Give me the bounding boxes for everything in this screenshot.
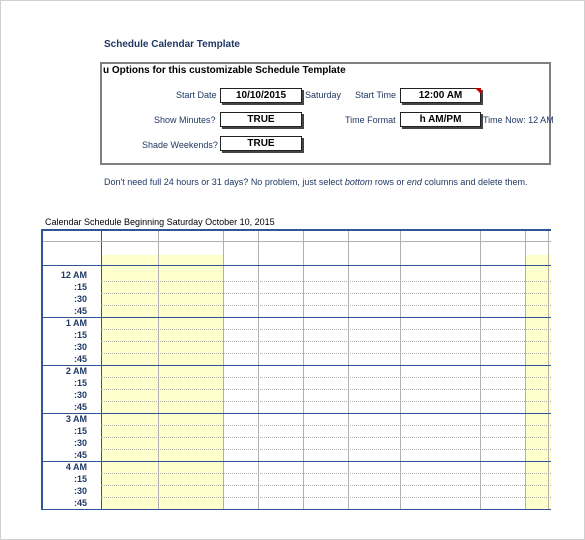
grid-column-line	[480, 231, 481, 509]
note-bottom-word: bottom	[344, 177, 373, 187]
start-day-text: Saturday	[305, 90, 342, 100]
time-slot-row-line	[101, 341, 551, 342]
time-slot-row-line	[101, 497, 551, 498]
calendar-grid	[41, 229, 551, 510]
time-slot-row-line	[101, 281, 551, 282]
time-slot-label: :15	[73, 378, 87, 388]
start-time-label: Start Time	[355, 90, 397, 100]
time-slot-label: 1 AM	[65, 318, 87, 328]
time-slot-row-line	[101, 437, 551, 438]
time-now-text: Time Now: 12 AM	[483, 115, 554, 125]
time-slot-label: 3 AM	[65, 414, 87, 424]
note-text-3: columns and delete them.	[421, 177, 528, 187]
grid-column-line	[258, 231, 259, 509]
time-slot-row-line	[101, 305, 551, 306]
show-minutes-field[interactable]: TRUE	[220, 112, 302, 127]
time-slot-row-line	[101, 485, 551, 486]
time-slot-label: :45	[73, 354, 87, 364]
time-slot-label: :45	[73, 498, 87, 508]
time-slot-row-line	[101, 389, 551, 390]
note-text-1: Don't need full 24 hours or 31 days? No problem, just select	[104, 177, 345, 187]
time-slot-label: :45	[73, 450, 87, 460]
header-divider	[43, 241, 551, 242]
time-slot-row-line	[43, 509, 551, 510]
instruction-note	[104, 177, 527, 187]
time-slot-label: 4 AM	[65, 462, 87, 472]
shade-weekends-field[interactable]: TRUE	[220, 136, 302, 151]
time-slot-row-line	[101, 353, 551, 354]
start-time-value: 12:00 AM	[418, 90, 463, 101]
time-format-field[interactable]: h AM/PM	[400, 112, 481, 127]
time-slot-label: :30	[73, 390, 87, 400]
time-slot-row-line	[101, 401, 551, 402]
time-slot-label: :15	[73, 282, 87, 292]
note-text-2: rows or	[372, 177, 407, 187]
time-slot-label: :45	[73, 402, 87, 412]
time-slot-row-line	[101, 473, 551, 474]
grid-column-line	[223, 231, 224, 509]
time-slot-row-line	[101, 449, 551, 450]
grid-column-line	[525, 231, 526, 509]
comment-marker-icon	[475, 88, 481, 94]
time-slot-label: :15	[73, 330, 87, 340]
time-slot-row-line	[43, 317, 551, 318]
start-date-label: Start Date	[176, 90, 217, 100]
show-minutes-label: Show Minutes?	[154, 115, 216, 125]
time-slot-label: 2 AM	[65, 366, 87, 376]
time-slot-label: :30	[73, 486, 87, 496]
start-date-field[interactable]: 10/10/2015	[220, 88, 302, 103]
note-end-word: end	[406, 177, 422, 187]
time-slot-row-line	[43, 365, 551, 366]
shade-weekends-label: Shade Weekends?	[142, 140, 218, 150]
grid-column-line	[303, 231, 304, 509]
time-slot-row-line	[101, 293, 551, 294]
grid-column-line	[158, 231, 159, 509]
grid-column-line	[101, 231, 102, 509]
time-slot-label: :30	[73, 342, 87, 352]
time-slot-label: :15	[73, 474, 87, 484]
grid-column-line	[348, 231, 349, 509]
time-format-label: Time Format	[345, 115, 396, 125]
header-bottom-border	[43, 265, 551, 266]
grid-column-line	[548, 231, 549, 509]
page-title: Schedule Calendar Template	[104, 39, 240, 50]
time-slot-row-line	[101, 425, 551, 426]
options-heading: u Options for this customizable Schedule Template	[103, 65, 346, 76]
time-slot-label: :15	[73, 426, 87, 436]
time-slot-label: :45	[73, 306, 87, 316]
time-slot-row-line	[101, 329, 551, 330]
time-slot-row-line	[101, 377, 551, 378]
start-time-field[interactable]	[400, 88, 481, 103]
time-slot-label: 12 AM	[60, 270, 87, 280]
time-slot-label: :30	[73, 294, 87, 304]
calendar-caption: Calendar Schedule Beginning Saturday October 10, 2015	[45, 217, 275, 227]
grid-column-line	[400, 231, 401, 509]
time-slot-row-line	[43, 413, 551, 414]
time-slot-label: :30	[73, 438, 87, 448]
time-slot-row-line	[43, 461, 551, 462]
